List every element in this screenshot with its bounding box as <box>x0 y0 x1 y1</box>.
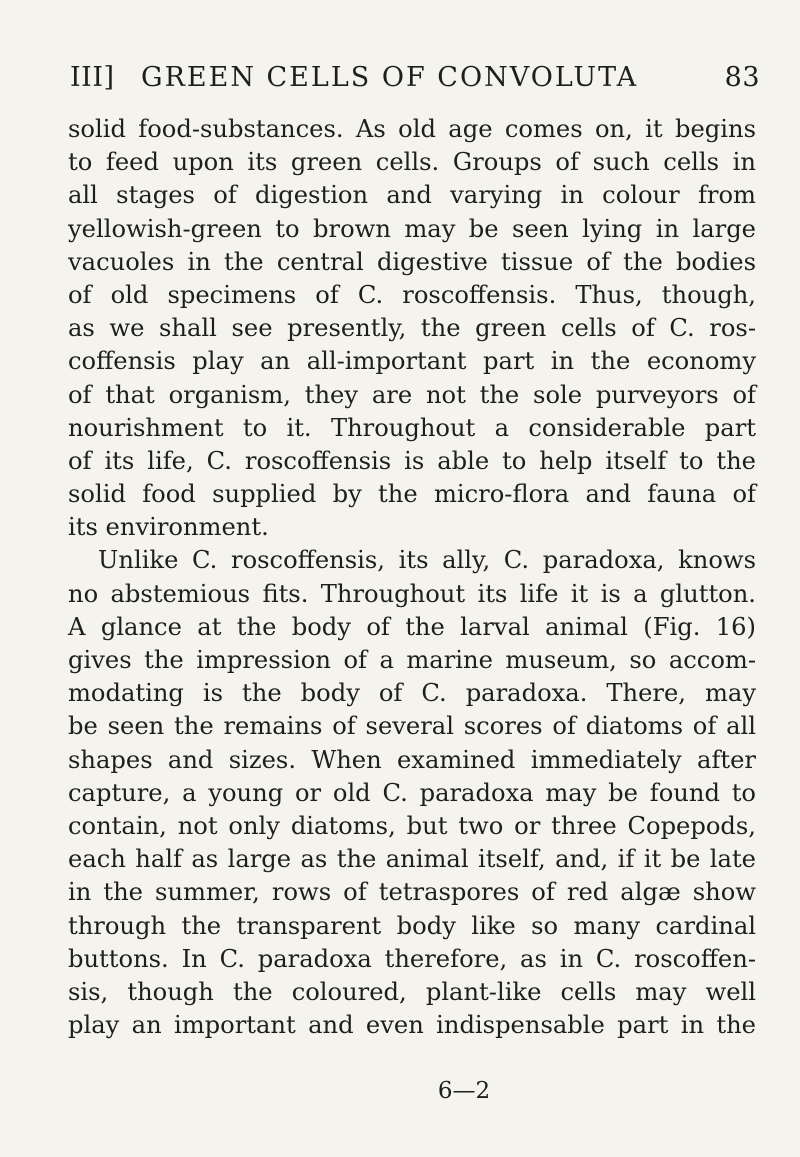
text-line: to feed upon its green cells. Groups of such cells in <box>68 148 756 177</box>
signature-mark: 6—2 <box>437 1078 491 1104</box>
text-line: modating is the body of C. paradoxa. There, may <box>68 679 756 708</box>
text-line: A glance at the body of the larval animal (Fig. 16) <box>68 612 756 641</box>
text-line: through the transparent body like so many cardinal <box>68 911 756 940</box>
text-line: buttons. In C. paradoxa therefore, as in C. roscoffen- <box>68 944 756 973</box>
text-line: coffensis play an all-important part in the economy <box>68 347 756 376</box>
text-line: yellowish-green to brown may be seen lying in large <box>68 214 756 243</box>
text-line: in the summer, rows of tetraspores of red algæ show <box>68 878 756 907</box>
text-line: no abstemious fits. Throughout its life it is a glutton. <box>68 579 756 608</box>
body-text <box>68 113 768 1042</box>
text-line: capture, a young or old C. paradoxa may be found to <box>68 778 756 807</box>
page-number: 83 <box>724 62 760 93</box>
text-line: solid food-substances. As old age comes on, it begins <box>68 115 756 143</box>
text-line: gives the impression of a marine museum, so accom- <box>68 646 756 674</box>
running-title: GREEN CELLS OF CONVOLUTA <box>141 62 639 93</box>
paragraph-start-line: Unlike C. roscoffensis, its ally, C. paradoxa, knows <box>98 546 756 575</box>
text-line: contain, not only diatoms, but two or three Copepods, <box>68 811 756 840</box>
text-line: of old specimens of C. roscoffensis. Thus, though, <box>68 280 756 309</box>
text-line: play an important and even indispensable part in the <box>68 1011 756 1040</box>
text-line: all stages of digestion and varying in colour from <box>68 181 756 210</box>
text-line: of that organism, they are not the sole purveyors of <box>68 380 756 409</box>
text-line: sis, though the coloured, plant-like cells may well <box>68 977 756 1006</box>
text-line: its environment. <box>68 513 269 542</box>
text-line: each half as large as the animal itself, and, if it be late <box>68 845 756 874</box>
text-line: solid food supplied by the micro-flora and fauna of <box>68 480 756 509</box>
chapter-number: III] <box>70 62 115 93</box>
text-line: vacuoles in the central digestive tissue of the bodies <box>68 247 756 276</box>
text-line: as we shall see presently, the green cells of C. ros- <box>68 314 756 343</box>
running-header <box>70 62 760 102</box>
text-line: of its life, C. roscoffensis is able to help itself to the <box>68 446 756 475</box>
text-line: be seen the remains of several scores of diatoms of all <box>68 712 756 741</box>
text-line: shapes and sizes. When examined immediately after <box>68 745 756 774</box>
text-line: nourishment to it. Throughout a considerable part <box>68 413 756 442</box>
